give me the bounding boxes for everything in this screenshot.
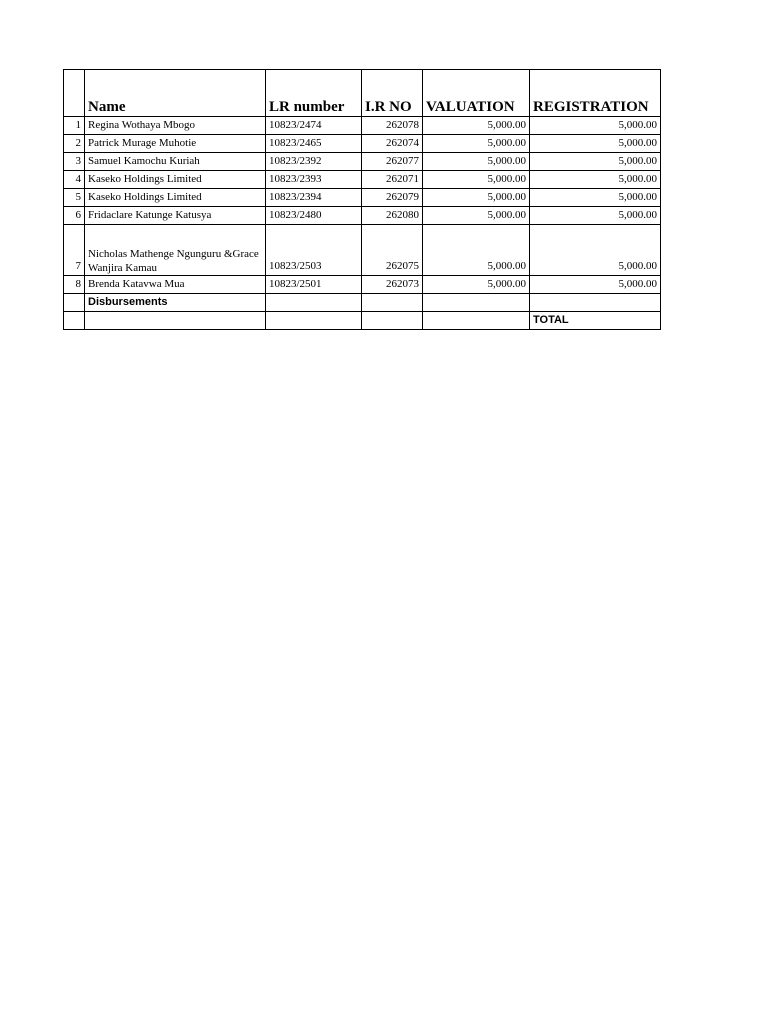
header-valuation: VALUATION [423,70,530,117]
row-lr-number: 10823/2480 [266,207,362,225]
row-valuation: 5,000.00 [423,276,530,294]
row-ir-no: 262073 [362,276,423,294]
row-ir-no: 262080 [362,207,423,225]
table-row [64,135,661,153]
header-name: Name [85,70,266,117]
row-number: 5 [64,189,85,207]
row-valuation: 5,000.00 [423,135,530,153]
row-name: Patrick Murage Muhotie [85,135,266,153]
empty-cell [266,294,362,312]
empty-cell [64,312,85,330]
empty-cell [362,312,423,330]
table-row [64,153,661,171]
row-registration: 5,000.00 [530,153,661,171]
row-lr-number: 10823/2501 [266,276,362,294]
row-number: 7 [64,225,85,276]
header-registration: REGISTRATION [530,70,661,117]
table-body [64,70,661,330]
empty-cell [423,312,530,330]
row-name: Regina Wothaya Mbogo [85,117,266,135]
empty-cell [64,294,85,312]
empty-cell [530,294,661,312]
row-lr-number: 10823/2392 [266,153,362,171]
row-name: Brenda Katavwa Mua [85,276,266,294]
row-valuation: 5,000.00 [423,225,530,276]
total-label: TOTAL [530,312,661,330]
row-registration: 5,000.00 [530,171,661,189]
empty-cell [85,312,266,330]
row-valuation: 5,000.00 [423,171,530,189]
disbursements-row [64,294,661,312]
table-row [64,117,661,135]
row-valuation: 5,000.00 [423,117,530,135]
header-ir-no: I.R NO [362,70,423,117]
row-number: 2 [64,135,85,153]
row-name: Fridaclare Katunge Katusya [85,207,266,225]
row-number: 8 [64,276,85,294]
row-lr-number: 10823/2465 [266,135,362,153]
row-registration: 5,000.00 [530,225,661,276]
row-ir-no: 262075 [362,225,423,276]
row-registration: 5,000.00 [530,207,661,225]
row-name: Kaseko Holdings Limited [85,189,266,207]
table-row [64,189,661,207]
row-number: 3 [64,153,85,171]
header-lr-number: LR number [266,70,362,117]
row-number: 6 [64,207,85,225]
row-name: Samuel Kamochu Kuriah [85,153,266,171]
row-ir-no: 262079 [362,189,423,207]
row-lr-number: 10823/2393 [266,171,362,189]
row-ir-no: 262074 [362,135,423,153]
row-valuation: 5,000.00 [423,207,530,225]
row-valuation: 5,000.00 [423,153,530,171]
total-row [64,312,661,330]
row-ir-no: 262071 [362,171,423,189]
row-name: Nicholas Mathenge Ngunguru &Grace Wanjira Kamau [85,225,266,276]
row-registration: 5,000.00 [530,117,661,135]
table-row [64,225,661,276]
table-row [64,207,661,225]
row-name: Kaseko Holdings Limited [85,171,266,189]
row-lr-number: 10823/2503 [266,225,362,276]
row-ir-no: 262077 [362,153,423,171]
header-no [64,70,85,117]
row-registration: 5,000.00 [530,189,661,207]
disbursements-label: Disbursements [85,294,266,312]
row-number: 1 [64,117,85,135]
table-row [64,171,661,189]
row-lr-number: 10823/2474 [266,117,362,135]
empty-cell [362,294,423,312]
row-number: 4 [64,171,85,189]
row-ir-no: 262078 [362,117,423,135]
table-row [64,276,661,294]
empty-cell [266,312,362,330]
row-valuation: 5,000.00 [423,189,530,207]
disbursement-table [63,69,661,330]
empty-cell [423,294,530,312]
row-registration: 5,000.00 [530,135,661,153]
row-registration: 5,000.00 [530,276,661,294]
row-lr-number: 10823/2394 [266,189,362,207]
header-row [64,70,661,117]
